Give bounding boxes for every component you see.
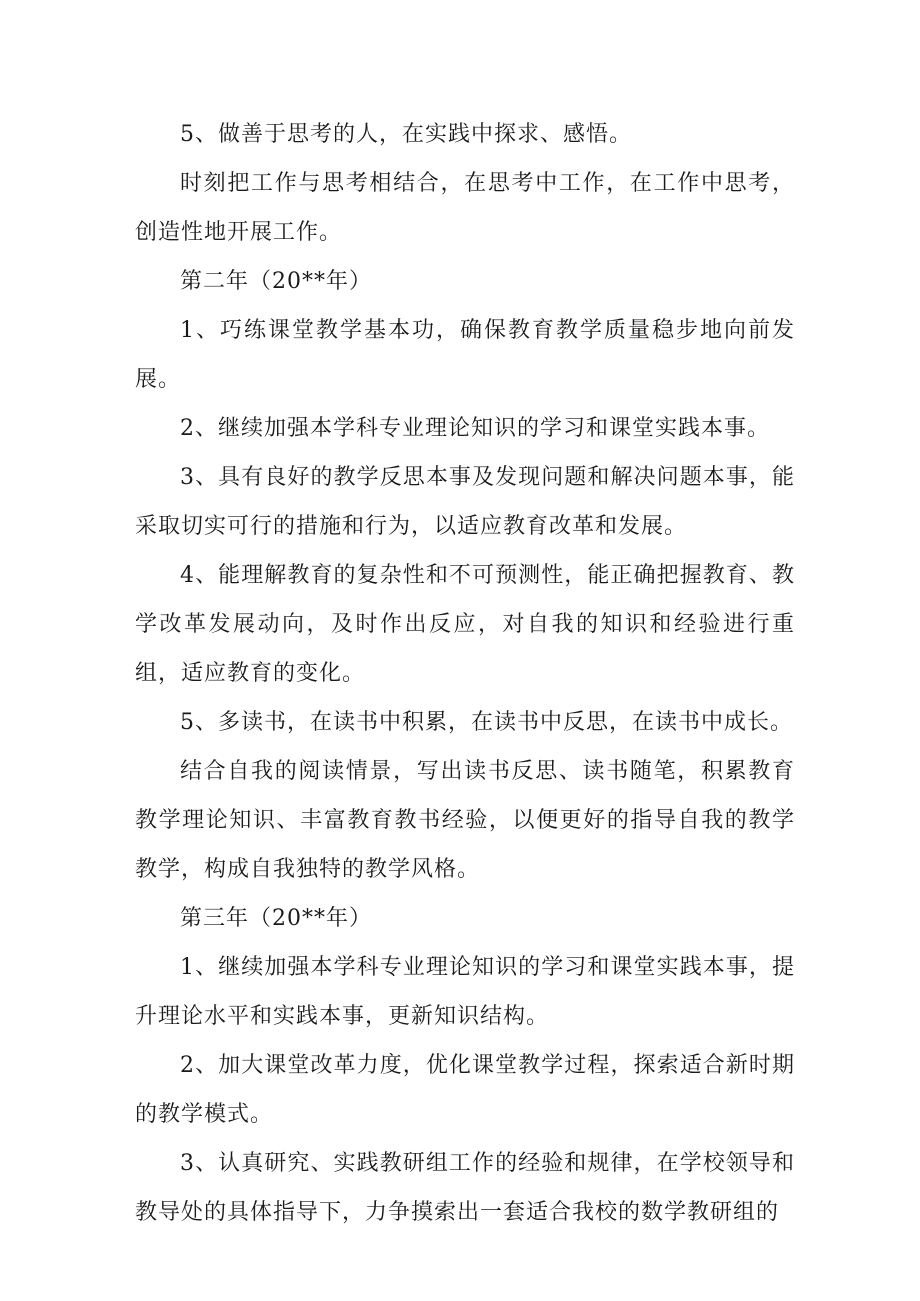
paragraph: 2、继续加强本学科专业理论知识的学习和课堂实践本事。 [180, 416, 770, 441]
paragraph: 5、做善于思考的人，在实践中探求、感悟。 [180, 122, 632, 147]
section-heading: 第三年（20**年） [180, 906, 372, 931]
paragraph: 结合自我的阅读情景，写出读书反思、读书随笔，积累教育教学理论知识、丰富教育教书经验，以便更好的指导自我的教学教学，构成自我独特的教学风格。 [135, 759, 795, 882]
paragraph: 4、能理解教育的复杂性和不可预测性，能正确把握教育、教学改革发展动向，及时作出反应，对自我的知识和经验进行重组，适应教育的变化。 [135, 563, 795, 686]
paragraph: 2、加大课堂改革力度，优化课堂教学过程，探索适合新时期的教学模式。 [135, 1053, 795, 1127]
paragraph: 3、认真研究、实践教研组工作的经验和规律，在学校领导和教导处的具体指导下，力争摸索出一套适合我校的数学教研组的 [135, 1151, 795, 1225]
document-body [135, 110, 795, 1237]
paragraph: 1、巧练课堂教学基本功，确保教育教学质量稳步地向前发展。 [135, 318, 795, 392]
paragraph: 3、具有良好的教学反思本事及发现问题和解决问题本事，能采取切实可行的措施和行为，以适应教育改革和发展。 [135, 465, 795, 539]
paragraph: 5、多读书，在读书中积累，在读书中反思，在读书中成长。 [180, 710, 793, 735]
paragraph: 1、继续加强本学科专业理论知识的学习和课堂实践本事，提升理论水平和实践本事，更新知识结构。 [135, 955, 795, 1029]
section-heading: 第二年（20**年） [180, 269, 372, 294]
paragraph: 时刻把工作与思考相结合，在思考中工作，在工作中思考，创造性地开展工作。 [135, 171, 795, 245]
